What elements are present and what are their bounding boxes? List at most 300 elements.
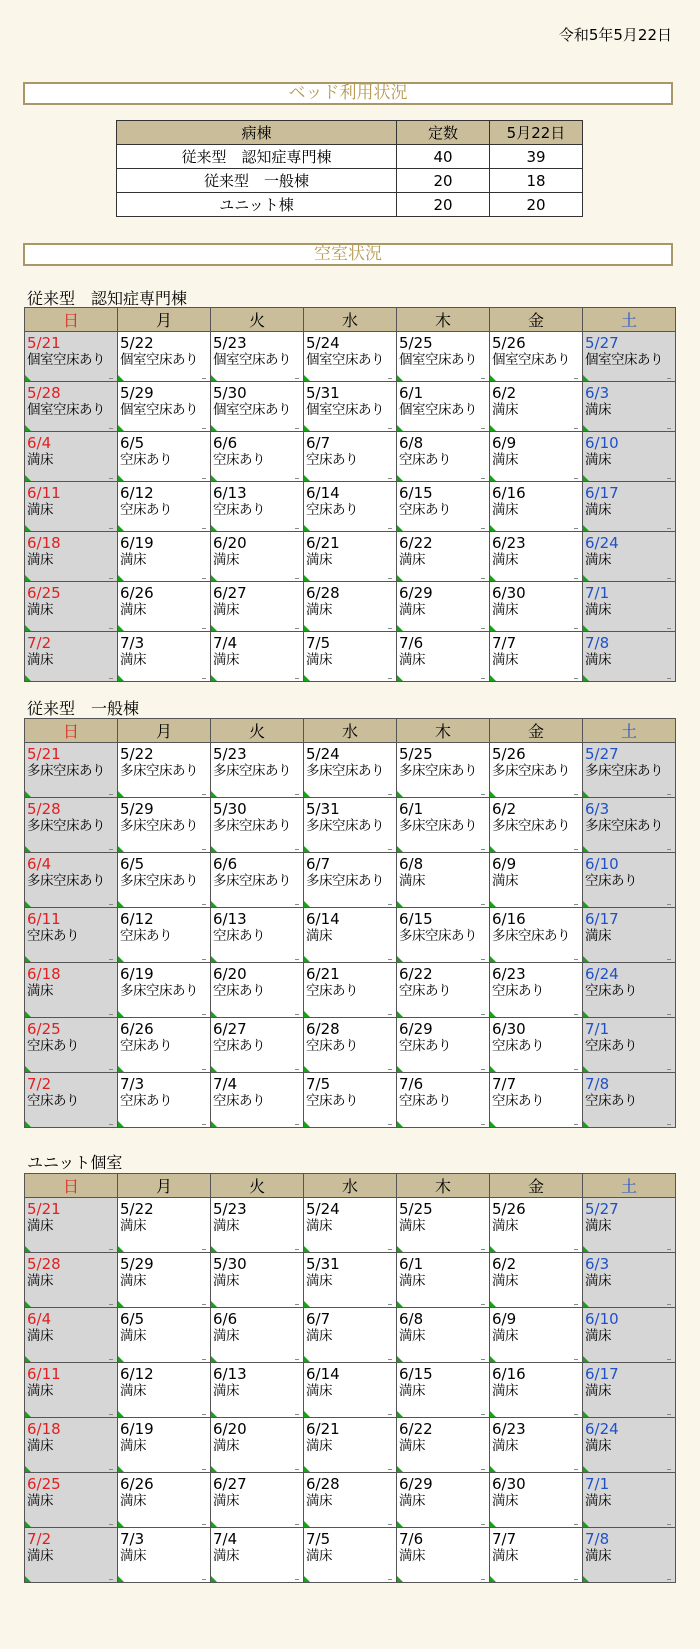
cell-dot-icon bbox=[667, 904, 671, 905]
cell-dot-icon bbox=[574, 678, 578, 679]
calendar-day-cell[interactable] bbox=[118, 1253, 211, 1308]
cell-dot-icon bbox=[481, 1469, 485, 1470]
day-date: 7/4 bbox=[213, 1530, 238, 1548]
calendar-day-cell[interactable] bbox=[583, 382, 676, 432]
day-status: 満床 bbox=[120, 1328, 146, 1344]
day-status: 満床 bbox=[213, 1218, 239, 1234]
comment-marker-icon bbox=[25, 525, 31, 531]
calendar-day-cell[interactable] bbox=[118, 1198, 211, 1253]
cell-dot-icon bbox=[202, 478, 206, 479]
comment-marker-icon bbox=[118, 1301, 124, 1307]
calendar-day-cell[interactable] bbox=[397, 743, 490, 798]
calendar-day-cell[interactable] bbox=[397, 532, 490, 582]
calendar-day-cell[interactable] bbox=[490, 632, 583, 682]
calendar-day-cell[interactable] bbox=[397, 798, 490, 853]
calendar-day-cell[interactable] bbox=[397, 1473, 490, 1528]
calendar-day-cell[interactable] bbox=[583, 1253, 676, 1308]
calendar-day-cell[interactable] bbox=[304, 1073, 397, 1128]
cell-dot-icon bbox=[295, 1014, 299, 1015]
calendar-day-cell[interactable] bbox=[118, 482, 211, 532]
summary-header-capacity: 定数 bbox=[397, 121, 490, 145]
calendar-day-cell[interactable] bbox=[211, 963, 304, 1018]
day-date: 6/26 bbox=[120, 1475, 154, 1493]
calendar-day-cell[interactable] bbox=[25, 908, 118, 963]
comment-marker-icon bbox=[583, 1411, 589, 1417]
calendar-week-row bbox=[25, 963, 676, 1018]
calendar-day-cell[interactable] bbox=[490, 1253, 583, 1308]
cell-dot-icon bbox=[109, 904, 113, 905]
calendar-day-cell[interactable] bbox=[490, 743, 583, 798]
summary-capacity: 40 bbox=[397, 145, 490, 169]
comment-marker-icon bbox=[397, 1121, 403, 1127]
comment-marker-icon bbox=[304, 525, 310, 531]
weekday-header-row bbox=[25, 308, 676, 332]
calendar-day-cell[interactable] bbox=[118, 963, 211, 1018]
day-date: 6/22 bbox=[399, 1420, 433, 1438]
calendar-day-cell[interactable] bbox=[397, 1528, 490, 1583]
calendar-day-cell[interactable] bbox=[583, 582, 676, 632]
weekday-header: 火 bbox=[211, 308, 304, 332]
day-date: 6/24 bbox=[585, 1420, 619, 1438]
calendar-day-cell[interactable] bbox=[118, 908, 211, 963]
summary-occupied: 18 bbox=[490, 169, 583, 193]
calendar-day-cell[interactable] bbox=[490, 1528, 583, 1583]
day-date: 7/5 bbox=[306, 1530, 331, 1548]
comment-marker-icon bbox=[304, 475, 310, 481]
comment-marker-icon bbox=[490, 675, 496, 681]
calendar-week-row bbox=[25, 332, 676, 382]
cell-dot-icon bbox=[202, 578, 206, 579]
comment-marker-icon bbox=[118, 1246, 124, 1252]
comment-marker-icon bbox=[397, 956, 403, 962]
day-date: 6/3 bbox=[585, 800, 610, 818]
calendar-day-cell[interactable] bbox=[25, 332, 118, 382]
day-date: 5/28 bbox=[27, 384, 61, 402]
comment-marker-icon bbox=[211, 791, 217, 797]
comment-marker-icon bbox=[25, 956, 31, 962]
day-status: 満床 bbox=[120, 1273, 146, 1289]
calendar-day-cell[interactable] bbox=[583, 1073, 676, 1128]
cell-dot-icon bbox=[109, 1359, 113, 1360]
day-date: 5/31 bbox=[306, 800, 340, 818]
weekday-header: 日 bbox=[25, 1174, 118, 1198]
day-status: 満床 bbox=[399, 1218, 425, 1234]
day-status: 満床 bbox=[120, 652, 146, 668]
day-status: 空床あり bbox=[306, 1093, 358, 1109]
calendar-day-cell[interactable] bbox=[211, 1528, 304, 1583]
calendar-day-cell[interactable] bbox=[304, 853, 397, 908]
calendar-day-cell[interactable] bbox=[211, 1198, 304, 1253]
calendar-day-cell[interactable] bbox=[211, 382, 304, 432]
day-date: 5/30 bbox=[213, 384, 247, 402]
calendar-day-cell[interactable] bbox=[25, 632, 118, 682]
calendar-day-cell[interactable] bbox=[583, 1473, 676, 1528]
calendar-day-cell[interactable] bbox=[211, 332, 304, 382]
comment-marker-icon bbox=[304, 1301, 310, 1307]
calendar-day-cell[interactable] bbox=[25, 482, 118, 532]
calendar-day-cell[interactable] bbox=[211, 532, 304, 582]
comment-marker-icon bbox=[304, 791, 310, 797]
calendar-day-cell[interactable] bbox=[583, 798, 676, 853]
day-status: 個室空床あり bbox=[120, 352, 198, 368]
weekday-header: 土 bbox=[583, 1174, 676, 1198]
comment-marker-icon bbox=[211, 675, 217, 681]
calendar-week-row bbox=[25, 1073, 676, 1128]
day-date: 6/9 bbox=[492, 855, 517, 873]
calendar-day-cell[interactable] bbox=[397, 332, 490, 382]
day-date: 6/24 bbox=[585, 965, 619, 983]
calendar-week-row bbox=[25, 482, 676, 532]
day-date: 6/22 bbox=[399, 965, 433, 983]
day-date: 7/7 bbox=[492, 1530, 517, 1548]
calendar-day-cell[interactable] bbox=[211, 1308, 304, 1363]
weekday-header-row bbox=[25, 1174, 676, 1198]
day-date: 7/5 bbox=[306, 634, 331, 652]
day-date: 5/25 bbox=[399, 745, 433, 763]
day-date: 5/29 bbox=[120, 1255, 154, 1273]
day-status: 多床空床あり bbox=[120, 818, 198, 834]
day-status: 満床 bbox=[120, 1493, 146, 1509]
day-date: 5/23 bbox=[213, 1200, 247, 1218]
calendar-day-cell[interactable] bbox=[211, 853, 304, 908]
calendar-day-cell[interactable] bbox=[25, 382, 118, 432]
calendar-day-cell[interactable] bbox=[211, 1253, 304, 1308]
calendar-day-cell[interactable] bbox=[211, 432, 304, 482]
calendar-day-cell[interactable] bbox=[583, 1418, 676, 1473]
calendar-day-cell[interactable] bbox=[583, 482, 676, 532]
calendar-day-cell[interactable] bbox=[583, 632, 676, 682]
day-date: 5/26 bbox=[492, 745, 526, 763]
cell-dot-icon bbox=[481, 1414, 485, 1415]
calendar-day-cell[interactable] bbox=[211, 798, 304, 853]
comment-marker-icon bbox=[118, 375, 124, 381]
cell-dot-icon bbox=[574, 1014, 578, 1015]
comment-marker-icon bbox=[304, 846, 310, 852]
calendar-day-cell[interactable] bbox=[490, 1418, 583, 1473]
cell-dot-icon bbox=[574, 1359, 578, 1360]
calendar-day-cell[interactable] bbox=[490, 1363, 583, 1418]
day-date: 5/21 bbox=[27, 334, 61, 352]
calendar-week-row bbox=[25, 1018, 676, 1073]
calendar-day-cell[interactable] bbox=[397, 963, 490, 1018]
calendar-day-cell[interactable] bbox=[211, 1363, 304, 1418]
calendar-day-cell[interactable] bbox=[118, 582, 211, 632]
day-status: 満床 bbox=[399, 1493, 425, 1509]
calendar-general-ward bbox=[24, 718, 676, 1128]
comment-marker-icon bbox=[397, 625, 403, 631]
calendar-day-cell[interactable] bbox=[118, 1308, 211, 1363]
weekday-header: 月 bbox=[118, 308, 211, 332]
day-date: 6/5 bbox=[120, 434, 145, 452]
day-status: 満床 bbox=[27, 452, 53, 468]
day-date: 6/27 bbox=[213, 1475, 247, 1493]
calendar-day-cell[interactable] bbox=[397, 432, 490, 482]
cell-dot-icon bbox=[109, 1069, 113, 1070]
calendar-day-cell[interactable] bbox=[118, 432, 211, 482]
calendar-day-cell[interactable] bbox=[304, 382, 397, 432]
calendar-day-cell[interactable] bbox=[25, 582, 118, 632]
comment-marker-icon bbox=[211, 1121, 217, 1127]
cell-dot-icon bbox=[109, 1304, 113, 1305]
calendar-day-cell[interactable] bbox=[118, 382, 211, 432]
calendar-day-cell[interactable] bbox=[118, 1073, 211, 1128]
cell-dot-icon bbox=[667, 1249, 671, 1250]
calendar-day-cell[interactable] bbox=[304, 1198, 397, 1253]
cell-dot-icon bbox=[388, 678, 392, 679]
day-status: 満床 bbox=[585, 1438, 611, 1454]
calendar-day-cell[interactable] bbox=[304, 1308, 397, 1363]
calendar-day-cell[interactable] bbox=[397, 908, 490, 963]
calendar-day-cell[interactable] bbox=[211, 743, 304, 798]
day-date: 6/26 bbox=[120, 1020, 154, 1038]
calendar-week-row bbox=[25, 1198, 676, 1253]
day-date: 5/26 bbox=[492, 1200, 526, 1218]
calendar-day-cell[interactable] bbox=[397, 482, 490, 532]
calendar-day-cell[interactable] bbox=[490, 1308, 583, 1363]
cell-dot-icon bbox=[109, 578, 113, 579]
day-status: 満床 bbox=[120, 1218, 146, 1234]
cell-dot-icon bbox=[481, 794, 485, 795]
calendar-day-cell[interactable] bbox=[397, 1073, 490, 1128]
cell-dot-icon bbox=[295, 478, 299, 479]
calendar-day-cell[interactable] bbox=[490, 798, 583, 853]
day-date: 6/10 bbox=[585, 434, 619, 452]
day-date: 6/23 bbox=[492, 1420, 526, 1438]
cell-dot-icon bbox=[574, 959, 578, 960]
calendar-day-cell[interactable] bbox=[490, 432, 583, 482]
calendar-day-cell[interactable] bbox=[583, 908, 676, 963]
calendar-day-cell[interactable] bbox=[118, 532, 211, 582]
calendar-day-cell[interactable] bbox=[118, 1418, 211, 1473]
calendar-day-cell[interactable] bbox=[583, 1363, 676, 1418]
calendar-day-cell[interactable] bbox=[211, 908, 304, 963]
calendar-day-cell[interactable] bbox=[25, 743, 118, 798]
comment-marker-icon bbox=[25, 1521, 31, 1527]
day-date: 6/30 bbox=[492, 584, 526, 602]
calendar-week-row bbox=[25, 1253, 676, 1308]
day-status: 多床空床あり bbox=[585, 763, 663, 779]
calendar-day-cell[interactable] bbox=[304, 1018, 397, 1073]
calendar-day-cell[interactable] bbox=[397, 382, 490, 432]
calendar-day-cell[interactable] bbox=[304, 1528, 397, 1583]
calendar-day-cell[interactable] bbox=[118, 798, 211, 853]
calendar-day-cell[interactable] bbox=[583, 532, 676, 582]
weekday-header: 火 bbox=[211, 719, 304, 743]
calendar-day-cell[interactable] bbox=[397, 1363, 490, 1418]
comment-marker-icon bbox=[211, 1576, 217, 1582]
calendar-day-cell[interactable] bbox=[583, 743, 676, 798]
day-status: 多床空床あり bbox=[306, 763, 384, 779]
calendar-day-cell[interactable] bbox=[118, 332, 211, 382]
calendar-day-cell[interactable] bbox=[211, 1073, 304, 1128]
calendar-day-cell[interactable] bbox=[490, 382, 583, 432]
cell-dot-icon bbox=[481, 678, 485, 679]
day-date: 6/13 bbox=[213, 1365, 247, 1383]
comment-marker-icon bbox=[118, 475, 124, 481]
calendar-day-cell[interactable] bbox=[304, 798, 397, 853]
day-status: 多床空床あり bbox=[585, 818, 663, 834]
day-status: 満床 bbox=[306, 1548, 332, 1564]
calendar-day-cell[interactable] bbox=[25, 1418, 118, 1473]
day-status: 個室空床あり bbox=[306, 402, 384, 418]
calendar-day-cell[interactable] bbox=[490, 482, 583, 532]
calendar-day-cell[interactable] bbox=[211, 1473, 304, 1528]
calendar-day-cell[interactable] bbox=[397, 1198, 490, 1253]
day-status: 満床 bbox=[27, 983, 53, 999]
calendar-day-cell[interactable] bbox=[490, 853, 583, 908]
comment-marker-icon bbox=[397, 1066, 403, 1072]
day-status: 満床 bbox=[492, 1493, 518, 1509]
calendar-day-cell[interactable] bbox=[25, 1473, 118, 1528]
calendar-day-cell[interactable] bbox=[304, 432, 397, 482]
calendar-day-cell[interactable] bbox=[304, 582, 397, 632]
calendar-day-cell[interactable] bbox=[25, 1528, 118, 1583]
comment-marker-icon bbox=[490, 846, 496, 852]
calendar-day-cell[interactable] bbox=[583, 1198, 676, 1253]
calendar-week-row bbox=[25, 798, 676, 853]
calendar-day-cell[interactable] bbox=[304, 963, 397, 1018]
calendar-day-cell[interactable] bbox=[304, 1253, 397, 1308]
day-status: 満床 bbox=[585, 1218, 611, 1234]
calendar-day-cell[interactable] bbox=[211, 482, 304, 532]
calendar-day-cell[interactable] bbox=[490, 332, 583, 382]
calendar-week-row bbox=[25, 743, 676, 798]
calendar-day-cell[interactable] bbox=[397, 582, 490, 632]
calendar-day-cell[interactable] bbox=[304, 632, 397, 682]
calendar-day-cell[interactable] bbox=[397, 853, 490, 908]
calendar-day-cell[interactable] bbox=[118, 853, 211, 908]
day-date: 6/6 bbox=[213, 855, 238, 873]
calendar-day-cell[interactable] bbox=[25, 853, 118, 908]
day-status: 満床 bbox=[27, 1493, 53, 1509]
day-date: 5/24 bbox=[306, 745, 340, 763]
cell-dot-icon bbox=[109, 1524, 113, 1525]
day-status: 個室空床あり bbox=[27, 402, 105, 418]
day-status: 満床 bbox=[585, 602, 611, 618]
calendar-day-cell[interactable] bbox=[211, 582, 304, 632]
calendar-day-cell[interactable] bbox=[490, 1073, 583, 1128]
calendar-day-cell[interactable] bbox=[583, 1528, 676, 1583]
day-date: 6/29 bbox=[399, 584, 433, 602]
calendar-day-cell[interactable] bbox=[583, 963, 676, 1018]
calendar-day-cell[interactable] bbox=[490, 1018, 583, 1073]
calendar-day-cell[interactable] bbox=[304, 332, 397, 382]
calendar-day-cell[interactable] bbox=[490, 908, 583, 963]
comment-marker-icon bbox=[118, 1576, 124, 1582]
calendar-day-cell[interactable] bbox=[397, 1308, 490, 1363]
calendar-day-cell[interactable] bbox=[118, 1473, 211, 1528]
day-status: 空床あり bbox=[399, 1093, 451, 1109]
day-status: 満床 bbox=[492, 502, 518, 518]
comment-marker-icon bbox=[304, 901, 310, 907]
calendar-day-cell[interactable] bbox=[490, 532, 583, 582]
day-status: 多床空床あり bbox=[306, 873, 384, 889]
day-status: 満床 bbox=[399, 652, 425, 668]
day-date: 7/1 bbox=[585, 1020, 610, 1038]
calendar-day-cell[interactable] bbox=[25, 432, 118, 482]
calendar-day-cell[interactable] bbox=[118, 743, 211, 798]
calendar-day-cell[interactable] bbox=[304, 1418, 397, 1473]
calendar-day-cell[interactable] bbox=[583, 432, 676, 482]
calendar-day-cell[interactable] bbox=[25, 963, 118, 1018]
calendar-day-cell[interactable] bbox=[304, 482, 397, 532]
comment-marker-icon bbox=[304, 1011, 310, 1017]
calendar-day-cell[interactable] bbox=[25, 1363, 118, 1418]
day-date: 6/30 bbox=[492, 1020, 526, 1038]
calendar-day-cell[interactable] bbox=[118, 1528, 211, 1583]
calendar-day-cell[interactable] bbox=[25, 798, 118, 853]
summary-capacity: 20 bbox=[397, 193, 490, 217]
comment-marker-icon bbox=[25, 846, 31, 852]
cell-dot-icon bbox=[481, 1249, 485, 1250]
calendar-day-cell[interactable] bbox=[397, 632, 490, 682]
calendar-day-cell[interactable] bbox=[490, 963, 583, 1018]
calendar-day-cell[interactable] bbox=[490, 582, 583, 632]
day-status: 空床あり bbox=[27, 1093, 79, 1109]
calendar-day-cell[interactable] bbox=[25, 532, 118, 582]
calendar-day-cell[interactable] bbox=[583, 1308, 676, 1363]
calendar-day-cell[interactable] bbox=[118, 1363, 211, 1418]
calendar-day-cell[interactable] bbox=[211, 1018, 304, 1073]
calendar-day-cell[interactable] bbox=[583, 332, 676, 382]
calendar-day-cell[interactable] bbox=[583, 1018, 676, 1073]
day-status: 空床あり bbox=[213, 502, 265, 518]
day-date: 7/3 bbox=[120, 1075, 145, 1093]
calendar-day-cell[interactable] bbox=[25, 1253, 118, 1308]
calendar-week-row bbox=[25, 1363, 676, 1418]
calendar-week-row bbox=[25, 1418, 676, 1473]
calendar-day-cell[interactable] bbox=[304, 1363, 397, 1418]
calendar-day-cell[interactable] bbox=[211, 632, 304, 682]
cell-dot-icon bbox=[574, 478, 578, 479]
cell-dot-icon bbox=[202, 1414, 206, 1415]
comment-marker-icon bbox=[583, 625, 589, 631]
calendar-day-cell[interactable] bbox=[25, 1073, 118, 1128]
day-date: 6/21 bbox=[306, 534, 340, 552]
weekday-header: 日 bbox=[25, 308, 118, 332]
calendar-day-cell[interactable] bbox=[304, 743, 397, 798]
calendar-day-cell[interactable] bbox=[583, 853, 676, 908]
calendar-day-cell[interactable] bbox=[25, 1018, 118, 1073]
comment-marker-icon bbox=[304, 1411, 310, 1417]
calendar-day-cell[interactable] bbox=[397, 1018, 490, 1073]
calendar-day-cell[interactable] bbox=[490, 1198, 583, 1253]
day-status: 満床 bbox=[306, 1438, 332, 1454]
calendar-day-cell[interactable] bbox=[25, 1308, 118, 1363]
day-status: 満床 bbox=[585, 502, 611, 518]
comment-marker-icon bbox=[397, 1411, 403, 1417]
calendar-day-cell[interactable] bbox=[304, 908, 397, 963]
day-status: 満床 bbox=[213, 1438, 239, 1454]
day-date: 7/8 bbox=[585, 1530, 610, 1548]
day-date: 5/29 bbox=[120, 800, 154, 818]
calendar-day-cell[interactable] bbox=[25, 1198, 118, 1253]
summary-header-date: 5月22日 bbox=[490, 121, 583, 145]
calendar-day-cell[interactable] bbox=[118, 632, 211, 682]
calendar-day-cell[interactable] bbox=[211, 1418, 304, 1473]
day-date: 6/8 bbox=[399, 855, 424, 873]
day-date: 6/1 bbox=[399, 800, 424, 818]
calendar-day-cell[interactable] bbox=[397, 1253, 490, 1308]
comment-marker-icon bbox=[490, 425, 496, 431]
summary-header-row bbox=[117, 121, 583, 145]
calendar-day-cell[interactable] bbox=[397, 1418, 490, 1473]
calendar-day-cell[interactable] bbox=[490, 1473, 583, 1528]
calendar-day-cell[interactable] bbox=[304, 532, 397, 582]
calendar-day-cell[interactable] bbox=[304, 1473, 397, 1528]
calendar-day-cell[interactable] bbox=[118, 1018, 211, 1073]
cell-dot-icon bbox=[295, 1304, 299, 1305]
